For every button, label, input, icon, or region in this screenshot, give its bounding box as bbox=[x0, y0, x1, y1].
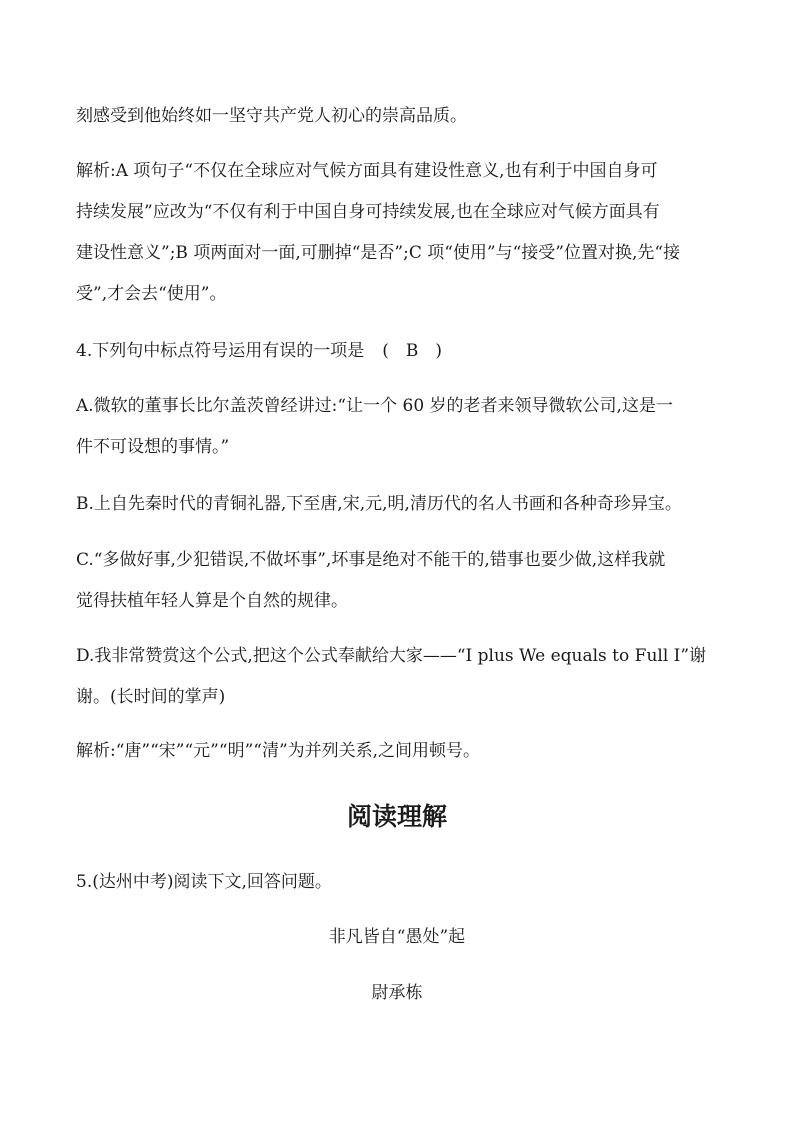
text-line: 件不可设想的事情。” bbox=[76, 437, 230, 457]
text-line: 觉得扶植年轻人算是个自然的规律。 bbox=[76, 591, 348, 611]
answer-bracket: ( B ) bbox=[382, 341, 442, 361]
text-line bbox=[76, 331, 724, 372]
analysis-q4 bbox=[76, 731, 724, 772]
option-a bbox=[76, 386, 724, 468]
text-line: 解析:A 项句子“不仅在全球应对气候方面具有建设性意义,也有利于中国自身可 bbox=[76, 161, 658, 181]
question-4-stem bbox=[76, 331, 724, 372]
question-stem: 4.下列句中标点符号运用有误的一项是 bbox=[76, 341, 365, 361]
analysis-q3 bbox=[76, 151, 724, 315]
text-line: C.“多做好事,少犯错误,不做坏事”,坏事是绝对不能干的,错事也要少做,这样我就 bbox=[76, 550, 666, 570]
text-line: 建设性意义”;B 项两面对一面,可删掉“是否”;C 项“使用”与“接受”位置对换,先“接 bbox=[76, 243, 681, 263]
intro-end-text bbox=[76, 96, 724, 137]
option-d bbox=[76, 636, 724, 718]
text-line: 刻感受到他始终如一坚守共产党人初心的崇高品质。 bbox=[76, 106, 467, 126]
text-line: 解析:“唐”“宋”“元”“明”“清”为并列关系,之间用顿号。 bbox=[76, 741, 481, 761]
section-title: 阅读理解 bbox=[346, 802, 447, 831]
text-line: 持续发展”应改为“不仅有利于中国自身可持续发展,也在全球应对气候方面具有 bbox=[76, 202, 660, 222]
text-line: B.上自先秦时代的青铜礼器,下至唐,宋,元,明,清历代的名人书画和各种奇珍异宝。 bbox=[76, 494, 682, 514]
question-5-stem bbox=[76, 862, 724, 903]
option-c bbox=[76, 540, 724, 622]
option-b bbox=[76, 484, 724, 525]
text-line: 受”,才会去“使用”。 bbox=[76, 284, 227, 304]
article-author: 尉承栋 bbox=[371, 983, 423, 1003]
text-line: D.我非常赞赏这个公式,把这个公式奉献给大家——“I plus We equals to Full I”谢 bbox=[76, 646, 707, 666]
text-line: A.微软的董事长比尔盖茨曾经讲过:“让一个 60 岁的老者来领导微软公司,这是一 bbox=[76, 396, 673, 416]
article-title: 非凡皆自“愚处”起 bbox=[328, 927, 466, 947]
text-line: 谢。(长时间的掌声) bbox=[76, 687, 226, 707]
text-line: 5.(达州中考)阅读下文,回答问题。 bbox=[76, 872, 332, 892]
